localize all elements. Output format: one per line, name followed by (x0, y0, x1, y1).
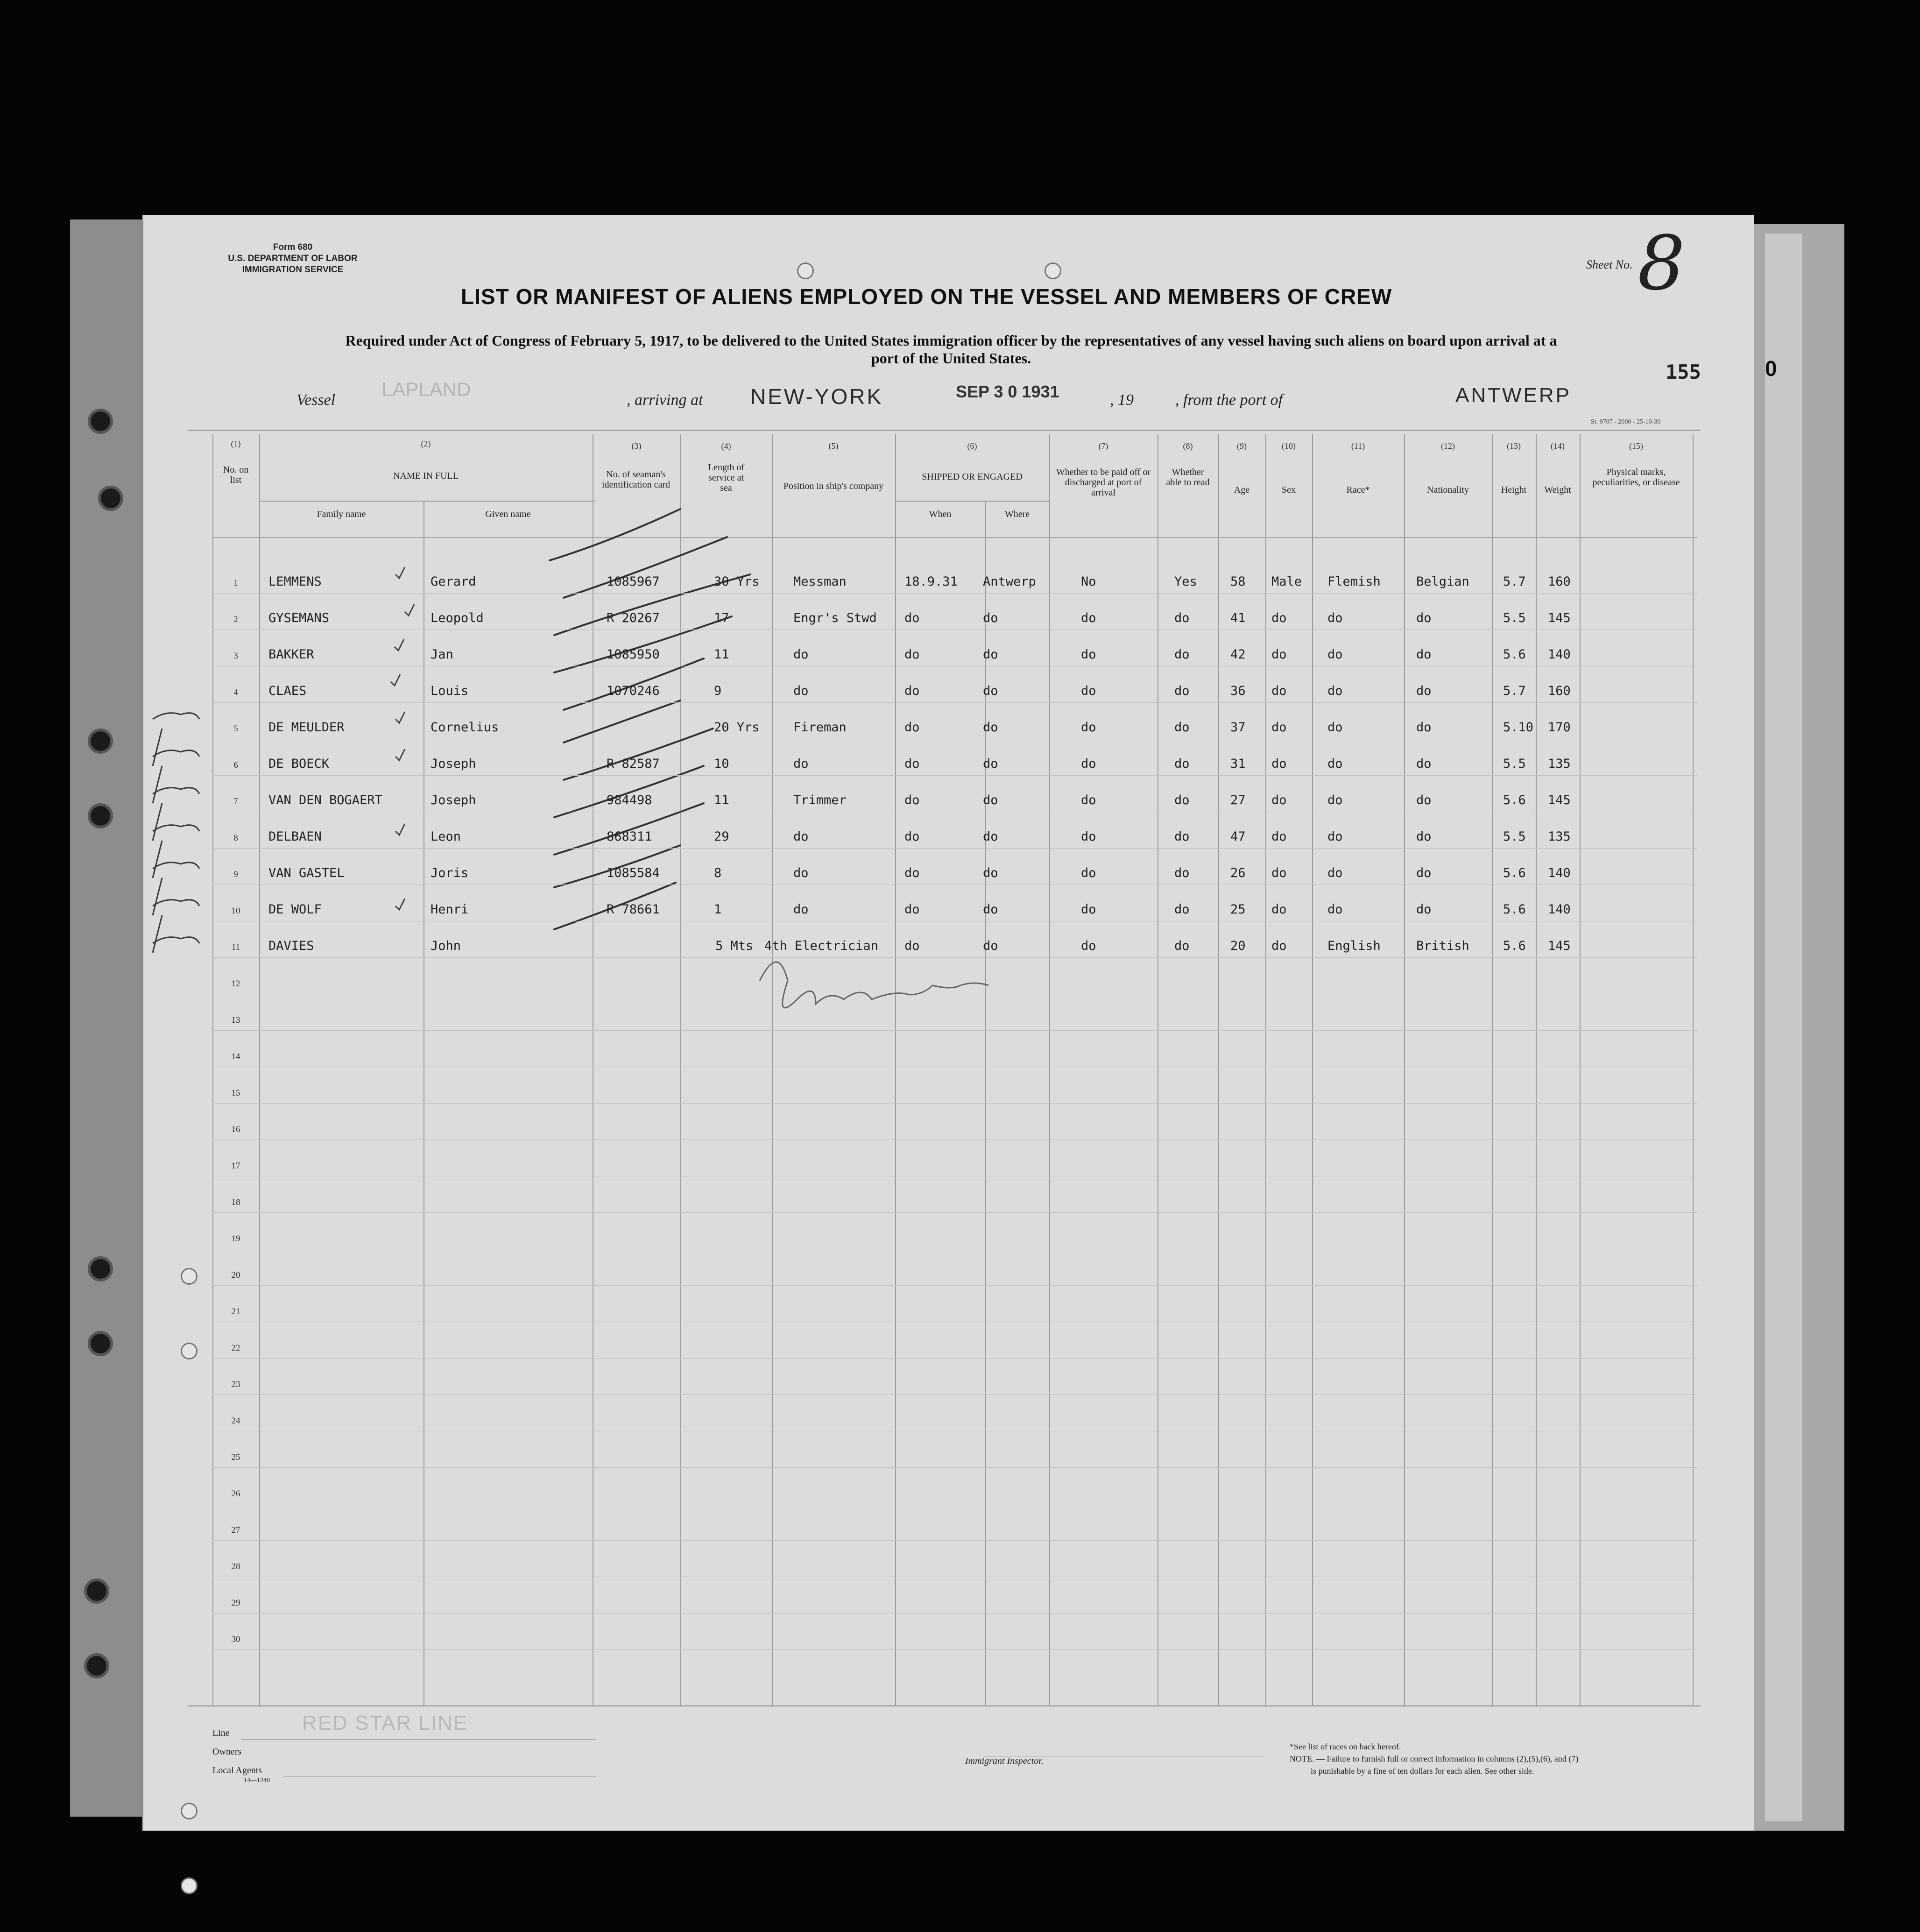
cell-read: Yes (1174, 574, 1197, 589)
cell-race: do (1327, 866, 1343, 880)
cell-where: Antwerp (983, 574, 1036, 589)
inspector-label: Immigrant Inspector. (965, 1756, 1044, 1766)
cell-nationality: do (1416, 902, 1432, 917)
cell-when: do (904, 902, 920, 917)
cell-card: 1085584 (607, 866, 660, 880)
cell-service: 20 Yrs (714, 720, 760, 735)
punch-hole (181, 1803, 198, 1819)
cell-when: do (904, 611, 920, 625)
cell-weight: 145 (1548, 793, 1571, 807)
cell-where: do (983, 684, 998, 698)
cell-card: 1085950 (607, 647, 660, 662)
col-7-heading: Whether to be paid off or discharged at port of arrival (1056, 467, 1151, 498)
row-rule (212, 1613, 1697, 1614)
col-11-heading: Race* (1346, 485, 1370, 495)
row-number: 14 (231, 1052, 240, 1062)
cell-nationality: do (1416, 866, 1432, 880)
row-rule (212, 848, 1697, 849)
cell-position: Messman (793, 574, 847, 589)
cell-race: Flemish (1327, 574, 1381, 589)
row-number: 5 (233, 724, 238, 734)
form-department: U.S. DEPARTMENT OF LABOR (228, 254, 358, 263)
cell-position: Engr's Stwd (793, 611, 877, 625)
row-rule (212, 1139, 1697, 1140)
cell-where: do (983, 866, 998, 880)
cell-race: do (1327, 902, 1343, 917)
year-label: , 19 (1110, 391, 1134, 409)
cell-height: 5.6 (1503, 939, 1526, 953)
cell-given: Gerard (431, 574, 476, 589)
col-14-number: (14) (1551, 441, 1565, 451)
cell-given: Joris (431, 866, 469, 880)
row-rule (212, 1467, 1697, 1468)
cell-family: LEMMENS (268, 574, 322, 589)
cell-service: 9 (714, 684, 722, 698)
cell-service: 11 (714, 647, 729, 662)
col-15-heading: Physical marks, peculiarities, or disease (1592, 467, 1680, 488)
row-number: 25 (231, 1452, 240, 1462)
col-4-heading: Length of service at sea (707, 462, 745, 493)
cell-read: do (1174, 720, 1190, 735)
row-number: 17 (231, 1161, 240, 1171)
cell-age: 27 (1230, 793, 1246, 807)
penalty-note-line-1: NOTE. — Failure to furnish full or correct information in columns (2),(5),(6), and (7) (1290, 1754, 1579, 1763)
cell-age: 25 (1230, 902, 1246, 917)
row-rule (212, 1030, 1697, 1031)
cell-sex: do (1271, 939, 1287, 953)
cell-read: do (1174, 757, 1190, 771)
cell-where: do (983, 757, 998, 771)
cell-nationality: do (1416, 793, 1432, 807)
cell-race: do (1327, 647, 1343, 662)
punch-hole (181, 1343, 198, 1359)
cell-nationality: do (1416, 757, 1432, 771)
cell-family: VAN DEN BOGAERT (268, 793, 382, 807)
binder-hole (88, 803, 113, 828)
col-1-heading: No. on list (223, 465, 249, 485)
cell-age: 47 (1230, 829, 1246, 844)
row-number: 27 (231, 1525, 240, 1535)
punch-hole (181, 1877, 198, 1894)
cell-height: 5.5 (1503, 611, 1526, 625)
col-2a-heading: Family name (317, 509, 366, 519)
row-number: 6 (233, 760, 238, 770)
cell-read: do (1174, 793, 1190, 807)
cell-weight: 135 (1548, 757, 1571, 771)
row-number: 26 (231, 1489, 240, 1499)
cell-where: do (983, 647, 998, 662)
cell-age: 41 (1230, 611, 1246, 625)
cell-weight: 140 (1548, 902, 1571, 917)
cell-paid: do (1081, 647, 1096, 662)
cell-where: do (983, 902, 998, 917)
row-number: 21 (231, 1307, 240, 1316)
cell-race: do (1327, 793, 1343, 807)
col-9-heading: Age (1234, 485, 1250, 495)
col-3-number: (3) (631, 441, 642, 451)
cell-nationality: do (1416, 684, 1432, 698)
cell-read: do (1174, 866, 1190, 880)
binder-hole (88, 1331, 113, 1356)
col-1-number: (1) (231, 439, 241, 448)
cell-sex: do (1271, 866, 1287, 880)
cell-nationality: Belgian (1416, 574, 1469, 589)
col-2-number: (2) (421, 439, 431, 448)
cell-paid: do (1081, 720, 1096, 735)
cell-read: do (1174, 902, 1190, 917)
cell-weight: 160 (1548, 684, 1571, 698)
cell-paid: do (1081, 866, 1096, 880)
cell-paid: No (1081, 574, 1096, 589)
row-rule (212, 1285, 1697, 1286)
row-number: 23 (231, 1380, 240, 1389)
cell-paid: do (1081, 902, 1096, 917)
cell-age: 20 (1230, 939, 1246, 953)
cell-position: Trimmer (793, 793, 847, 807)
manifest-page (142, 215, 1754, 1831)
cell-where: do (983, 720, 998, 735)
cell-where: do (983, 611, 998, 625)
cell-family: GYSEMANS (268, 611, 330, 625)
cell-given: Cornelius (431, 720, 499, 735)
row-number: 10 (231, 906, 240, 916)
row-number: 9 (233, 870, 238, 879)
cell-position: do (793, 647, 809, 662)
col-10-heading: Sex (1282, 485, 1296, 495)
cell-card: 1070246 (607, 684, 660, 698)
cell-age: 37 (1230, 720, 1246, 735)
row-number: 13 (231, 1015, 240, 1025)
col-12-heading: Nationality (1427, 485, 1469, 495)
row-number: 24 (231, 1416, 240, 1426)
cell-family: VAN GASTEL (268, 866, 345, 880)
row-number: 11 (231, 942, 240, 952)
cell-family: DE WOLF (268, 902, 322, 917)
arriving-value: NEW-YORK (750, 384, 883, 409)
races-note: *See list of races on back hereof. (1290, 1742, 1401, 1751)
vessel-value: LAPLAND (381, 378, 471, 400)
cell-position: do (793, 866, 809, 880)
row-number: 16 (231, 1125, 240, 1134)
row-rule (212, 1103, 1697, 1104)
col-12-number: (12) (1441, 441, 1455, 451)
cell-race: do (1327, 684, 1343, 698)
row-number: 30 (231, 1635, 240, 1644)
cell-race: do (1327, 611, 1343, 625)
binder-hole (98, 486, 123, 511)
row-number: 2 (233, 615, 238, 624)
cell-where: do (983, 793, 998, 807)
col-8-number: (8) (1183, 441, 1193, 451)
col-13-heading: Height (1501, 485, 1527, 495)
cell-paid: do (1081, 939, 1096, 953)
cell-paid: do (1081, 829, 1096, 844)
row-number: 3 (233, 651, 238, 661)
form-service: IMMIGRATION SERVICE (242, 265, 344, 275)
cell-family: DE MEULDER (268, 720, 345, 735)
cell-weight: 170 (1548, 720, 1571, 735)
vessel-label: Vessel (296, 391, 336, 409)
row-rule (212, 1212, 1697, 1213)
col-4-number: (4) (721, 441, 731, 451)
cell-given: Leon (431, 829, 461, 844)
cell-age: 31 (1230, 757, 1246, 771)
cell-height: 5.6 (1503, 793, 1526, 807)
arriving-label: , arriving at (627, 391, 703, 409)
cell-age: 36 (1230, 684, 1246, 698)
cell-service: 8 (714, 866, 722, 880)
local-agents-code: 14—1240 (244, 1777, 270, 1784)
subtitle-line-1: Required under Act of Congress of February 5, 1917, to be delivered to the United States immigration officer by the representatives of any vessel having such aliens on board upon arrival at a (345, 332, 1557, 349)
row-rule (212, 1394, 1697, 1395)
cell-read: do (1174, 829, 1190, 844)
cell-when: 18.9.31 (904, 574, 958, 589)
cell-when: do (904, 793, 920, 807)
cell-service: 10 (714, 757, 729, 771)
row-rule (212, 957, 1697, 958)
row-number: 4 (233, 687, 238, 697)
cell-height: 5.10 (1503, 720, 1534, 735)
punch-hole (181, 1268, 198, 1285)
binder-hole (88, 729, 113, 754)
binder-hole (88, 1256, 113, 1281)
col-7-number: (7) (1098, 441, 1108, 451)
cell-paid: do (1081, 793, 1096, 807)
subtitle-line-2: port of the United States. (871, 350, 1031, 367)
agents-signature-rule (283, 1776, 596, 1777)
col-6a-heading: When (929, 509, 952, 519)
col-2-heading: NAME IN FULL (393, 471, 459, 481)
cell-card: R 20267 (607, 611, 660, 625)
cell-given: Jan (431, 647, 453, 662)
col-13-number: (13) (1507, 441, 1521, 451)
cell-position: 4th Electrician (764, 939, 878, 953)
cell-service: 1 (714, 902, 722, 917)
row-number: 12 (231, 979, 240, 989)
cell-age: 58 (1230, 574, 1246, 589)
cell-card: 984498 (607, 793, 652, 807)
cell-card: 868311 (607, 829, 652, 844)
cell-given: John (431, 939, 461, 953)
cell-given: Leopold (431, 611, 484, 625)
cell-service: 30 Yrs (714, 574, 760, 589)
cell-height: 5.7 (1503, 684, 1526, 698)
cell-card: 1085967 (607, 574, 660, 589)
row-rule (212, 1540, 1697, 1541)
cell-when: do (904, 684, 920, 698)
col-10-number: (10) (1282, 441, 1296, 451)
cell-height: 5.6 (1503, 647, 1526, 662)
row-number: 1 (233, 578, 238, 588)
col-6-number: (6) (967, 441, 977, 451)
cell-position: do (793, 829, 809, 844)
cell-nationality: do (1416, 611, 1432, 625)
row-number: 8 (233, 833, 238, 843)
cell-nationality: do (1416, 647, 1432, 662)
arrival-date-stamp: SEP 3 0 1931 (956, 382, 1059, 401)
cell-when: do (904, 757, 920, 771)
cell-family: DELBAEN (268, 829, 322, 844)
cell-service: 17 (714, 611, 729, 625)
edge-mark: 0 (1765, 356, 1777, 381)
form-number: Form 680 (273, 242, 313, 252)
cell-when: do (904, 647, 920, 662)
col-2b-heading: Given name (485, 509, 531, 519)
row-number: 22 (231, 1343, 240, 1353)
page-number: 155 (1666, 361, 1701, 383)
from-port-value: ANTWERP (1455, 384, 1571, 407)
cell-race: do (1327, 720, 1343, 735)
cell-sex: do (1271, 611, 1287, 625)
cell-weight: 135 (1548, 829, 1571, 844)
col-9-number: (9) (1237, 441, 1247, 451)
cell-sex: do (1271, 757, 1287, 771)
col-6b-heading: Where (1004, 509, 1030, 519)
cell-family: DE BOECK (268, 757, 330, 771)
cell-given: Louis (431, 684, 469, 698)
binder-hole (88, 409, 113, 434)
cell-card: R 82587 (607, 757, 660, 771)
cell-paid: do (1081, 684, 1096, 698)
row-number: 7 (233, 797, 238, 807)
cell-sex: do (1271, 902, 1287, 917)
cell-sex: do (1271, 829, 1287, 844)
cell-card: R 78661 (607, 902, 660, 917)
line-label: Line (212, 1728, 230, 1738)
col-5-number: (5) (828, 441, 839, 451)
print-code: St. 9707 - 2000 - 25-10-30 (1591, 418, 1661, 425)
cell-given: Joseph (431, 757, 476, 771)
cell-read: do (1174, 939, 1190, 953)
cell-race: do (1327, 829, 1343, 844)
col-15-number: (15) (1629, 441, 1643, 451)
cell-when: do (904, 720, 920, 735)
cell-height: 5.5 (1503, 757, 1526, 771)
cell-sex: do (1271, 647, 1287, 662)
cell-paid: do (1081, 611, 1096, 625)
row-number: 15 (231, 1088, 240, 1098)
cell-family: BAKKER (268, 647, 314, 662)
cell-read: do (1174, 684, 1190, 698)
cell-weight: 140 (1548, 647, 1571, 662)
cell-weight: 160 (1548, 574, 1571, 589)
line-signature-rule (241, 1739, 596, 1740)
cell-read: do (1174, 647, 1190, 662)
row-number: 19 (231, 1234, 240, 1244)
cell-when: do (904, 866, 920, 880)
cell-position: Fireman (793, 720, 847, 735)
cell-nationality: do (1416, 720, 1432, 735)
back-sheet-right-edge (1765, 234, 1802, 1821)
cell-race: English (1327, 939, 1381, 953)
row-rule (212, 593, 1697, 594)
col-14-heading: Weight (1544, 485, 1571, 495)
line-stamp: RED STAR LINE (302, 1712, 468, 1734)
cell-age: 26 (1230, 866, 1246, 880)
row-number: 28 (231, 1562, 240, 1571)
cell-when: do (904, 829, 920, 844)
row-number: 20 (231, 1270, 240, 1280)
back-sheet-left (70, 219, 145, 1817)
col-5-heading: Position in ship's company (783, 481, 884, 491)
row-rule (212, 1649, 1697, 1650)
row-number: 29 (231, 1598, 240, 1608)
col-3-heading: No. of seaman's identification card (601, 469, 671, 490)
sheet-label: Sheet No. (1586, 258, 1633, 271)
cell-weight: 145 (1548, 611, 1571, 625)
cell-height: 5.5 (1503, 829, 1526, 844)
cell-when: do (904, 939, 920, 953)
row-rule (212, 702, 1697, 703)
cell-height: 5.6 (1503, 866, 1526, 880)
cell-service: 5 Mts (715, 939, 754, 953)
cell-service: 11 (714, 793, 729, 807)
cell-nationality: British (1416, 939, 1469, 953)
penalty-note-line-2: is punishable by a fine of ten dollars for each alien. See other side. (1311, 1766, 1534, 1776)
cell-height: 5.7 (1503, 574, 1526, 589)
cell-family: DAVIES (268, 939, 314, 953)
col-6-heading: SHIPPED OR ENGAGED (922, 472, 1023, 482)
cell-given: Joseph (431, 793, 476, 807)
col-8-heading: Whether able to read (1166, 467, 1210, 488)
cell-sex: do (1271, 793, 1287, 807)
binder-hole (84, 1578, 109, 1604)
cell-weight: 140 (1548, 866, 1571, 880)
cell-position: do (793, 902, 809, 917)
row-number: 18 (231, 1197, 240, 1207)
cell-paid: do (1081, 757, 1096, 771)
page-title: LIST OR MANIFEST OF ALIENS EMPLOYED ON THE VESSEL AND MEMBERS OF CREW (461, 284, 1392, 309)
cell-age: 42 (1230, 647, 1246, 662)
cell-position: do (793, 757, 809, 771)
cell-sex: do (1271, 720, 1287, 735)
cell-sex: Male (1271, 574, 1302, 589)
from-port-label: , from the port of (1175, 391, 1283, 409)
row-rule (212, 775, 1697, 776)
sheet-number: 8 (1638, 219, 1685, 307)
cell-given: Henri (431, 902, 469, 917)
cell-position: do (793, 684, 809, 698)
cell-where: do (983, 829, 998, 844)
cell-where: do (983, 939, 998, 953)
row-rule (212, 1358, 1697, 1359)
cell-service: 29 (714, 829, 729, 844)
cell-nationality: do (1416, 829, 1432, 844)
local-agents-label: Local Agents (212, 1765, 262, 1776)
cell-sex: do (1271, 684, 1287, 698)
cell-read: do (1174, 611, 1190, 625)
cell-family: CLAES (268, 684, 307, 698)
cell-height: 5.6 (1503, 902, 1526, 917)
col-11-number: (11) (1351, 441, 1365, 451)
cell-weight: 145 (1548, 939, 1571, 953)
binder-hole (84, 1653, 109, 1678)
cell-race: do (1327, 757, 1343, 771)
owners-label: Owners (212, 1747, 242, 1757)
